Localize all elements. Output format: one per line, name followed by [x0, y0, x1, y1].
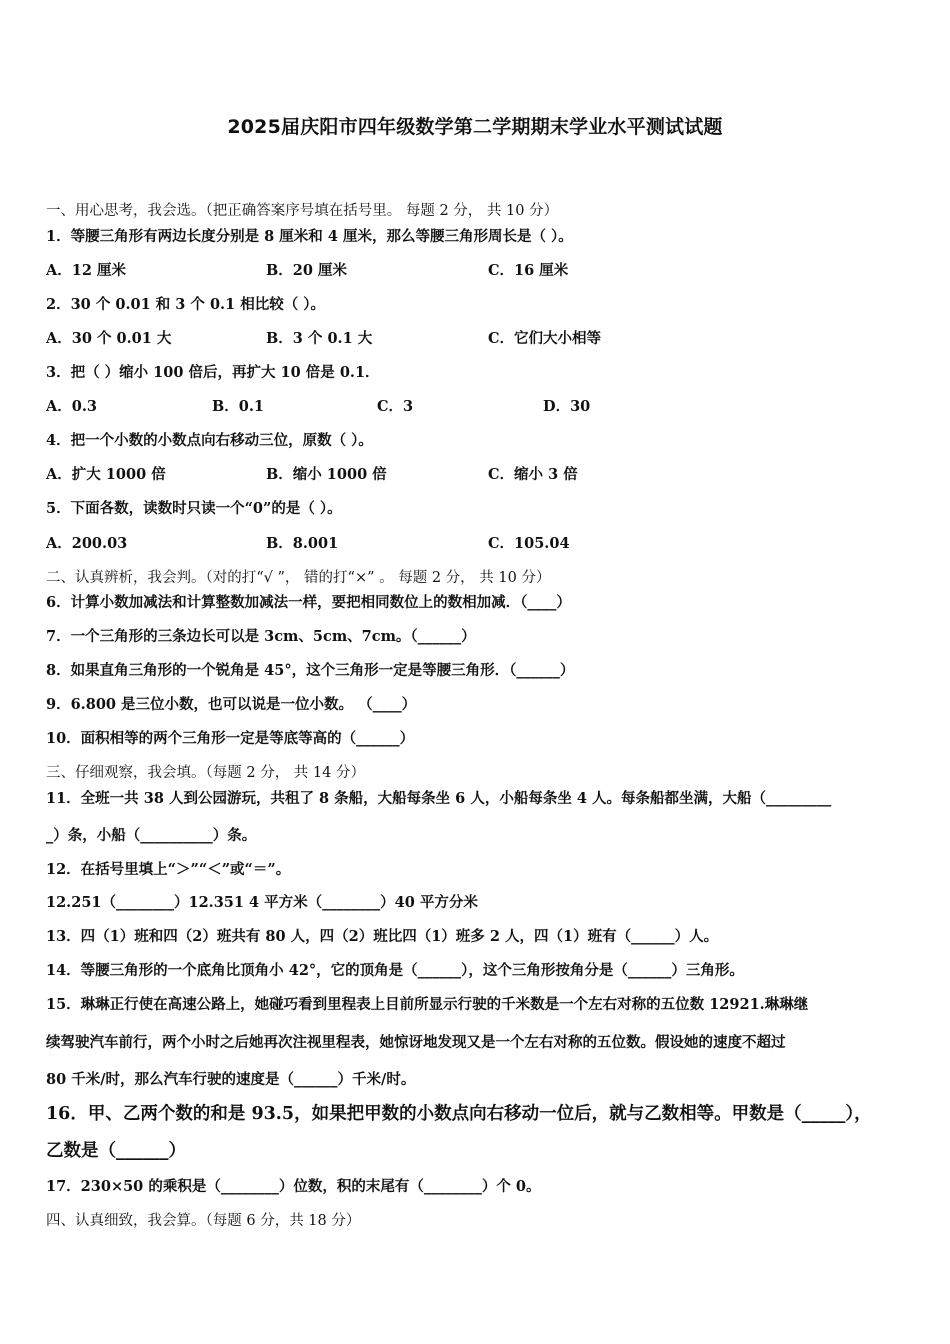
question-1: 1．等腰三角形有两边长度分别是 8 厘米和 4 厘米，那么等腰三角形周长是（ ）。	[46, 228, 573, 245]
question-11-line-1: 11．全班一共 38 人到公园游玩，共租了 8 条船，大船每条坐 6 人，小船每条坐 4 人。每条船都坐满，大船（_________	[46, 790, 832, 807]
q5-option-a: A．200.03	[46, 535, 128, 552]
question-7: 7．一个三角形的三条边长可以是 3cm、5cm、7cm。（______）	[46, 628, 476, 645]
q2-option-c: C．它们大小相等	[488, 330, 602, 347]
question-3: 3．把（ ）缩小 100 倍后，再扩大 10 倍是 0.1．	[46, 364, 380, 381]
q3-option-c: C．3	[377, 398, 414, 415]
section-heading-4: 四、认真细致，我会算。（每题 6 分，共 18 分）	[46, 1213, 361, 1229]
q3-option-d: D．30	[543, 398, 591, 415]
question-12: 12．在括号里填上“＞”“＜”或“＝”。	[46, 861, 291, 878]
question-14: 14．等腰三角形的一个底角比顶角小 42°，它的顶角是（______），这个三角形按角分是（______）三角形。	[46, 962, 744, 979]
q2-option-a: A．30 个 0.01 大	[46, 330, 172, 347]
question-11-line-2: _）条，小船（__________）条。	[46, 827, 257, 844]
section-heading-1: 一、用心思考，我会选。（把正确答案序号填在括号里。 每题 2 分， 共 10 分）	[46, 203, 559, 219]
q4-option-a: A．扩大 1000 倍	[46, 466, 166, 483]
q3-option-b: B．0.1	[212, 398, 264, 415]
question-16-line-2: 乙数是（______）	[46, 1141, 186, 1161]
question-9: 9．6.800 是三位小数，也可以说是一位小数。 （____）	[46, 696, 417, 713]
question-17: 17．230×50 的乘积是（________）位数，积的末尾有（________）个 0。	[46, 1178, 541, 1195]
q4-option-b: B．缩小 1000 倍	[266, 466, 387, 483]
q3-option-a: A．0.3	[46, 398, 97, 415]
q5-option-b: B．8.001	[266, 535, 339, 552]
question-13: 13．四（1）班和四（2）班共有 80 人，四（2）班比四（1）班多 2 人，四（1）班有（______）人。	[46, 928, 719, 945]
question-15-line-1: 15．琳琳正行使在高速公路上，她碰巧看到里程表上目前所显示行驶的千米数是一个左右对称的五位数 12921.琳琳继	[46, 996, 809, 1013]
question-16-line-1: 16．甲、乙两个数的和是 93.5，如果把甲数的小数点向右移动一位后，就与乙数相等。甲数是（_____），	[46, 1104, 872, 1124]
page-title: 2025届庆阳市四年级数学第二学期期末学业水平测试试题	[227, 116, 723, 138]
q1-option-a: A．12 厘米	[46, 262, 126, 279]
question-10: 10．面积相等的两个三角形一定是等底等高的（______）	[46, 730, 415, 747]
question-15-line-3: 80 千米/时，那么汽车行驶的速度是（______）千米/时。	[46, 1071, 416, 1088]
q5-option-c: C．105.04	[488, 535, 570, 552]
question-4: 4．把一个小数的小数点向右移动三位，原数（ ）。	[46, 432, 373, 449]
section-heading-3: 三、仔细观察，我会填。（每题 2 分， 共 14 分）	[46, 765, 365, 781]
section-heading-2: 二、认真辨析，我会判。（对的打“√ ”， 错的打“×” 。 每题 2 分， 共 10 分）	[46, 570, 551, 586]
question-2: 2．30 个 0.01 和 3 个 0.1 相比较（ ）。	[46, 296, 326, 313]
question-8: 8．如果直角三角形的一个锐角是 45°，这个三角形一定是等腰三角形．（______）	[46, 662, 575, 679]
question-6: 6．计算小数加减法和计算整数加减法一样，要把相同数位上的数相加减．（____）	[46, 594, 571, 611]
question-12-items: 12.251（________）12.351 4 平方米（________）40 平方分米	[46, 894, 478, 911]
q2-option-b: B．3 个 0.1 大	[266, 330, 373, 347]
q1-option-c: C．16 厘米	[488, 262, 569, 279]
q1-option-b: B．20 厘米	[266, 262, 347, 279]
q4-option-c: C．缩小 3 倍	[488, 466, 578, 483]
question-15-line-2: 续驾驶汽车前行，两个小时之后她再次注视里程表，她惊讶地发现又是一个左右对称的五位数。假设她的速度不超过	[46, 1034, 786, 1051]
question-5: 5．下面各数，读数时只读一个“0”的是（ ）。	[46, 500, 342, 517]
